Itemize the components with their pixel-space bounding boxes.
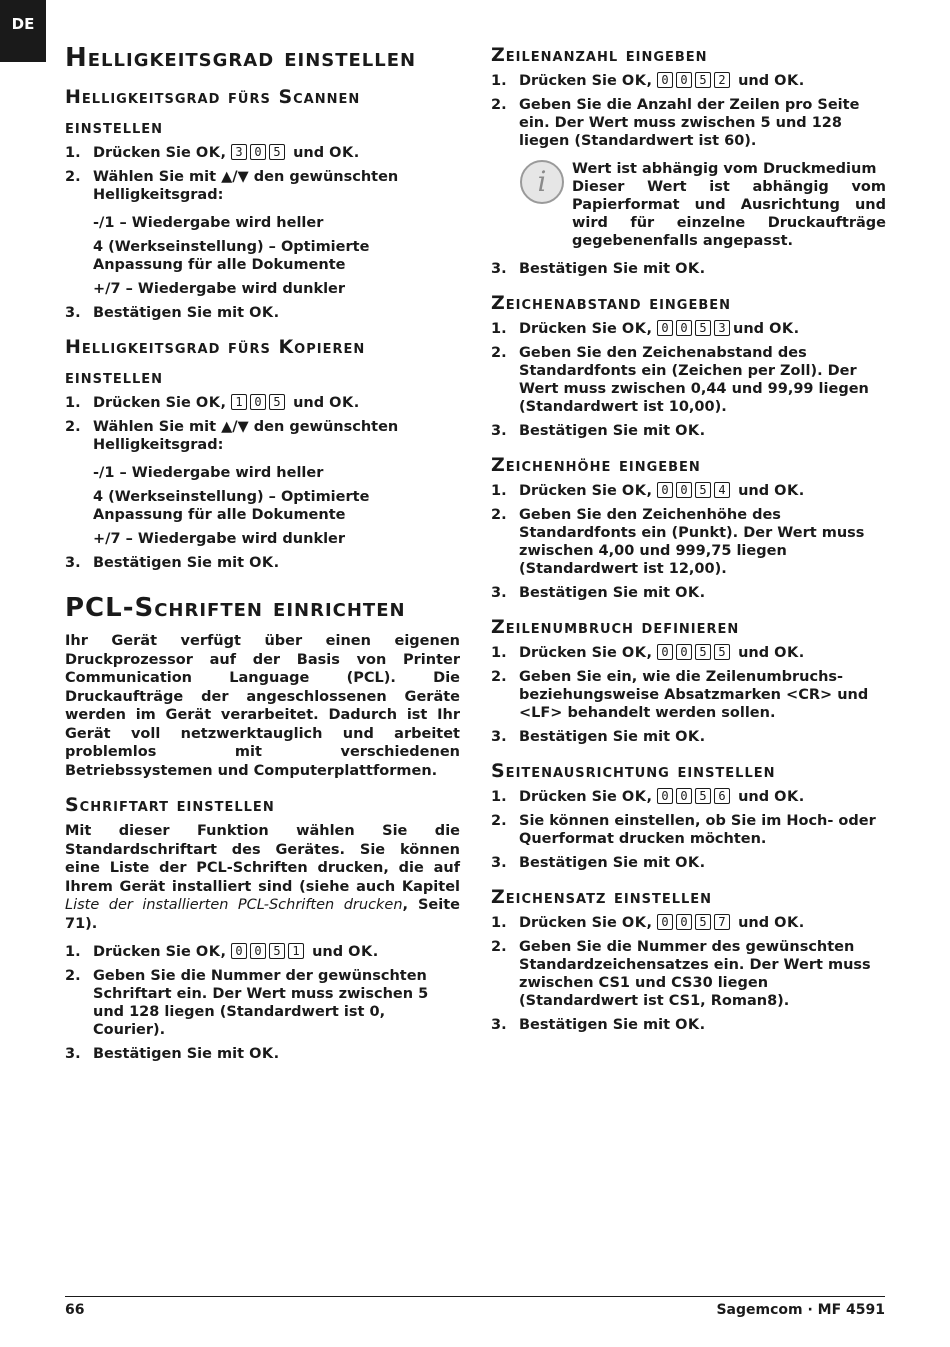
- step-1: 1. Drücken Sie OK, 0 0 5 4 und OK.: [491, 483, 805, 499]
- subsection-title-scan: Helligkeitsgrad fürs Scannen einstellen: [65, 86, 361, 138]
- footer-divider: [65, 1296, 885, 1297]
- step-3: 3. Bestätigen Sie mit OK.: [491, 855, 706, 871]
- subsection-title-pitch: Zeichenabstand eingeben: [491, 292, 732, 314]
- step-3: 3. Bestätigen Sie mit OK.: [491, 729, 706, 745]
- option-darker: +/7 – Wiedergabe wird dunkler: [93, 281, 346, 297]
- option-lighter: -/1 – Wiedergabe wird heller: [93, 215, 324, 231]
- step-1: 1. Drücken Sie OK, 0 0 5 2 und OK.: [491, 73, 805, 89]
- steps-lines: [491, 72, 886, 150]
- step-1: 1. Drücken Sie OK, 0 0 5 5 und OK.: [491, 645, 805, 661]
- steps-scan: [65, 144, 460, 204]
- steps-pitch: [491, 320, 886, 440]
- step-2: 2. Sie können einstellen, ob Sie im Hoch- oder Querformat drucken möchten.: [491, 813, 876, 847]
- steps-orientation: [491, 788, 886, 872]
- chapter-link[interactable]: Liste der installierten PCL-Schriften drucken: [65, 897, 403, 913]
- left-column: [65, 40, 460, 1073]
- steps-copy: [65, 394, 460, 454]
- step-3: 3. Bestätigen Sie mit OK.: [491, 261, 706, 277]
- steps-font: [65, 943, 460, 1063]
- step-3: 3. Bestätigen Sie mit OK.: [65, 305, 280, 321]
- step-2: 2. Geben Sie die Nummer der gewünschten Schriftart ein. Der Wert muss zwischen 5 und 128 liegen (Standardwert ist 0, Courier).: [65, 968, 429, 1038]
- steps-wrap: [491, 644, 886, 746]
- step-3: 3. Bestätigen Sie mit OK.: [491, 423, 706, 439]
- step-2: 2. Wählen Sie mit ▲/▼ den gewünschten Helligkeitsgrad:: [65, 419, 399, 453]
- pcl-intro: Ihr Gerät verfügt über einen eigenen Druckprozessor auf der Basis von Printer Communication Language (PCL). Die Druckaufträge der angeschlossenen Geräte werden im Gerät verarbeitet. Dadurch ist Ihr Gerät voll netzwerktauglich und arbeitet problemlos mit verschiedenen Betriebssystemen und Computerplattformen.: [65, 633, 460, 779]
- step-2: 2. Wählen Sie mit ▲/▼ den gewünschten Helligkeitsgrad:: [65, 169, 399, 203]
- note-text: Dieser Wert ist abhängig vom Papierformat und Ausrichtung und wird für einzelne Druckaufträge gegebenenfalls angepasst.: [572, 179, 886, 249]
- subsection-title-copy: Helligkeitsgrad fürs Kopieren einstellen: [65, 336, 366, 388]
- step-2: 2. Geben Sie den Zeichenhöhe des Standardfonts ein (Punkt). Der Wert muss zwischen 4,00 und 999,75 liegen (Standardwert ist 12,00).: [491, 507, 865, 577]
- step-1: 1. Drücken Sie OK, 0 0 5 1 und OK.: [65, 944, 379, 960]
- subsection-title-wrap: Zeilenumbruch definieren: [491, 616, 740, 638]
- section-title-pcl: PCL-Schriften einrichten: [65, 593, 406, 623]
- step-1: 1. Drücken Sie OK, 0 0 5 3 und OK.: [491, 321, 800, 337]
- option-darker: +/7 – Wiedergabe wird dunkler: [93, 531, 346, 547]
- step-3: 3. Bestätigen Sie mit OK.: [65, 555, 280, 571]
- info-icon: i: [520, 160, 564, 204]
- step-2: 2. Geben Sie den Zeichenabstand des Standardfonts ein (Zeichen per Zoll). Der Wert muss zwischen 0,44 und 99,99 liegen (Standardwert ist 10,00).: [491, 345, 869, 415]
- subsection-title-orientation: Seitenausrichtung einstellen: [491, 760, 776, 782]
- step-3: 3. Bestätigen Sie mit OK.: [491, 1017, 706, 1033]
- option-default: 4 (Werkseinstellung) – Optimierte Anpassung für alle Dokumente: [93, 239, 370, 273]
- steps-height: [491, 482, 886, 602]
- note-title: Wert ist abhängig vom Druckmedium: [572, 161, 877, 177]
- page-number: 66: [65, 1302, 85, 1318]
- subsection-title-font: Schriftart einstellen: [65, 794, 275, 816]
- subsection-title-lines: Zeilenanzahl eingeben: [491, 44, 708, 66]
- step-3: 3. Bestätigen Sie mit OK.: [491, 585, 706, 601]
- step-2: 2. Geben Sie ein, wie die Zeilenumbruchs- beziehungsweise Absatzmarken <CR> und <LF> behandelt werden sollen.: [491, 669, 869, 721]
- step-3: 3. Bestätigen Sie mit OK.: [65, 1046, 280, 1062]
- right-column: [491, 40, 886, 1044]
- step-1: 1. Drücken Sie OK, 0 0 5 6 und OK.: [491, 789, 805, 805]
- option-lighter: -/1 – Wiedergabe wird heller: [93, 465, 324, 481]
- font-description: Mit dieser Funktion wählen Sie die Standardschriftart des Gerätes. Sie können eine Liste der PCL-Schriften drucken, die auf Ihrem Gerät installiert sind (siehe auch Kapitel Liste der installierten PCL-Schriften drucken, Seite 71).: [65, 823, 460, 932]
- step-1: 1. Drücken Sie OK, 1 0 5 und OK.: [65, 395, 360, 411]
- section-title-brightness: Helligkeitsgrad einstellen: [65, 43, 417, 73]
- footer-brand: Sagemcom · MF 4591: [716, 1302, 885, 1318]
- step-2: 2. Geben Sie die Anzahl der Zeilen pro Seite ein. Der Wert muss zwischen 5 und 128 liegen (Standardwert ist 60).: [491, 97, 860, 149]
- info-note: [491, 160, 886, 250]
- option-default: 4 (Werkseinstellung) – Optimierte Anpassung für alle Dokumente: [93, 489, 370, 523]
- steps-charset: [491, 914, 886, 1034]
- language-tab: DE: [0, 0, 46, 62]
- subsection-title-height: Zeichenhöhe eingeben: [491, 454, 701, 476]
- subsection-title-charset: Zeichensatz einstellen: [491, 886, 713, 908]
- step-1: 1. Drücken Sie OK, 3 0 5 und OK.: [65, 145, 360, 161]
- step-1: 1. Drücken Sie OK, 0 0 5 7 und OK.: [491, 915, 805, 931]
- step-2: 2. Geben Sie die Nummer des gewünschten Standardzeichensatzes ein. Der Wert muss zwischen CS1 und CS30 liegen (Standardwert ist CS1, Roman8).: [491, 939, 871, 1009]
